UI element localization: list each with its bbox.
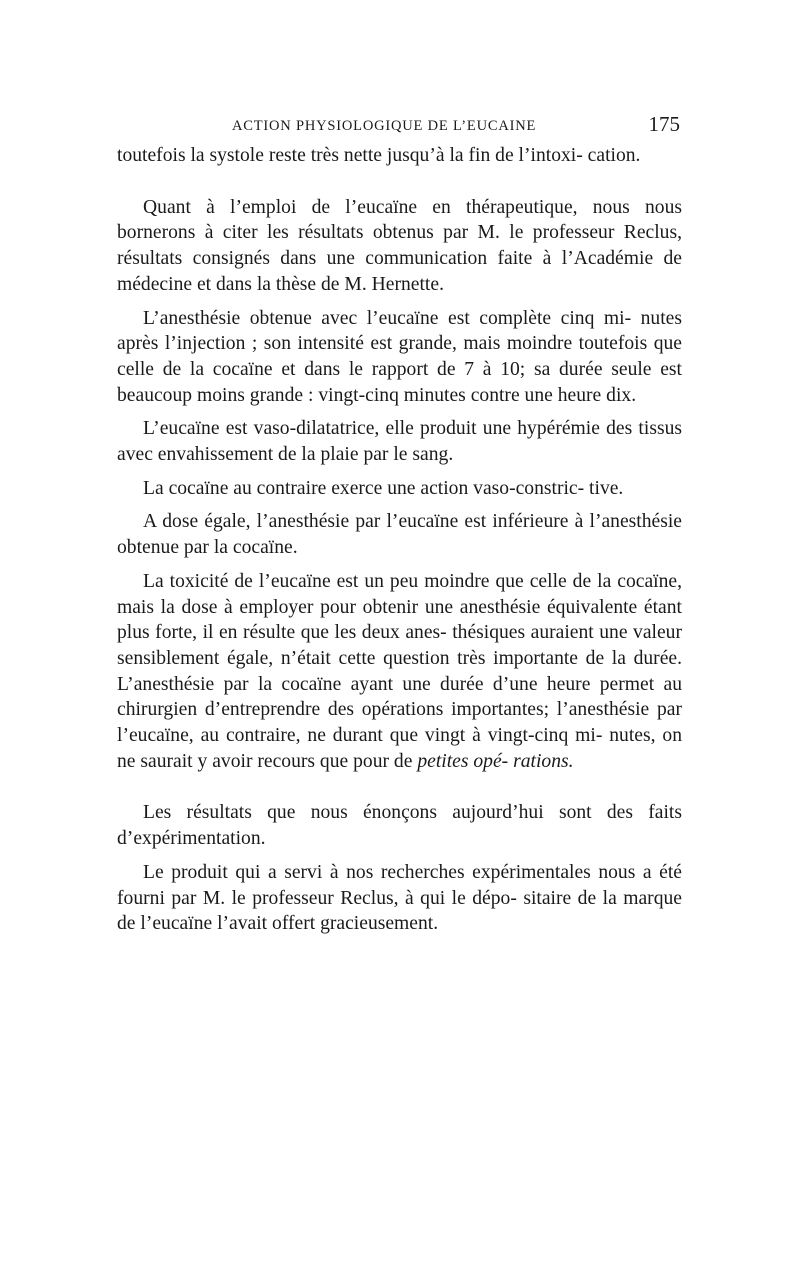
paragraph-experimental-results: Les résultats que nous énonçons aujourd’hui sont des faits d’expérimentation. [117,802,682,850]
running-title: ACTION PHYSIOLOGIQUE DE L’EUCAINE [232,118,537,134]
paragraph-vasoconstriction: La cocaïne au contraire exerce une action vaso-constric- tive. [143,477,624,499]
paragraph-equal-dose: A dose égale, l’anesthésie par l’eucaïne est inférieure à l’anesthésie obtenue par la cocaïne. [117,511,682,559]
paragraph-product-source: Le produit qui a servi à nos recherches expérimentales nous a été fourni par M. le professeur Reclus, à qui le dépo- sitaire de la marque de l’eucaïne l’avait offert gracieusement. [117,861,682,935]
running-head [117,110,682,140]
paragraph-toxicity-text: La toxicité de l’eucaïne est un peu moindre que celle de la cocaïne, mais la dose à employer pour obtenir une anesthésie équivalente étant plus forte, il en résulte que les deux anes- thésiques auraient une valeur sensiblement égale, n’était cette question très importante de la durée. L’anesthésie par la cocaïne ayant une durée d’une heure permet au chirurgien d’entreprendre des opérations importantes; l’anesthésie par l’eucaïne, au contraire, ne durant que vingt à vingt-cinq mi- nutes, on ne saurait y avoir recours que pour de [117,570,682,772]
paragraph-toxicity-emphasis: petites opé- rations. [417,750,574,772]
paragraph-toxicity [117,569,682,775]
page-number: 175 [648,112,680,136]
paragraph-therapeutic-use: Quant à l’emploi de l’eucaïne en thérapeutique, nous nous bornerons à citer les résultats obtenus par M. le professeur Reclus, résultats consignés dans une communication faite à l’Académie de médecine et dans la thèse de M. Hernette. [117,196,682,295]
paragraph-anesthesia-duration: L’anesthésie obtenue avec l’eucaïne est complète cinq mi- nutes après l’injection ; son intensité est grande, mais moindre toutefois que celle de la cocaïne et dans le rapport de 7 à 10; sa durée seule est beaucoup moins grande : vingt-cinq minutes contre une heure dix. [117,307,682,406]
paragraph-vasodilation: L’eucaïne est vaso-dilatatrice, elle produit une hypérémie des tissus avec envahissement de la plaie par le sang. [117,418,682,466]
book-page [117,110,682,937]
paragraph-continuation: toutefois la systole reste très nette jusqu’à la fin de l’intoxi- cation. [117,145,641,166]
